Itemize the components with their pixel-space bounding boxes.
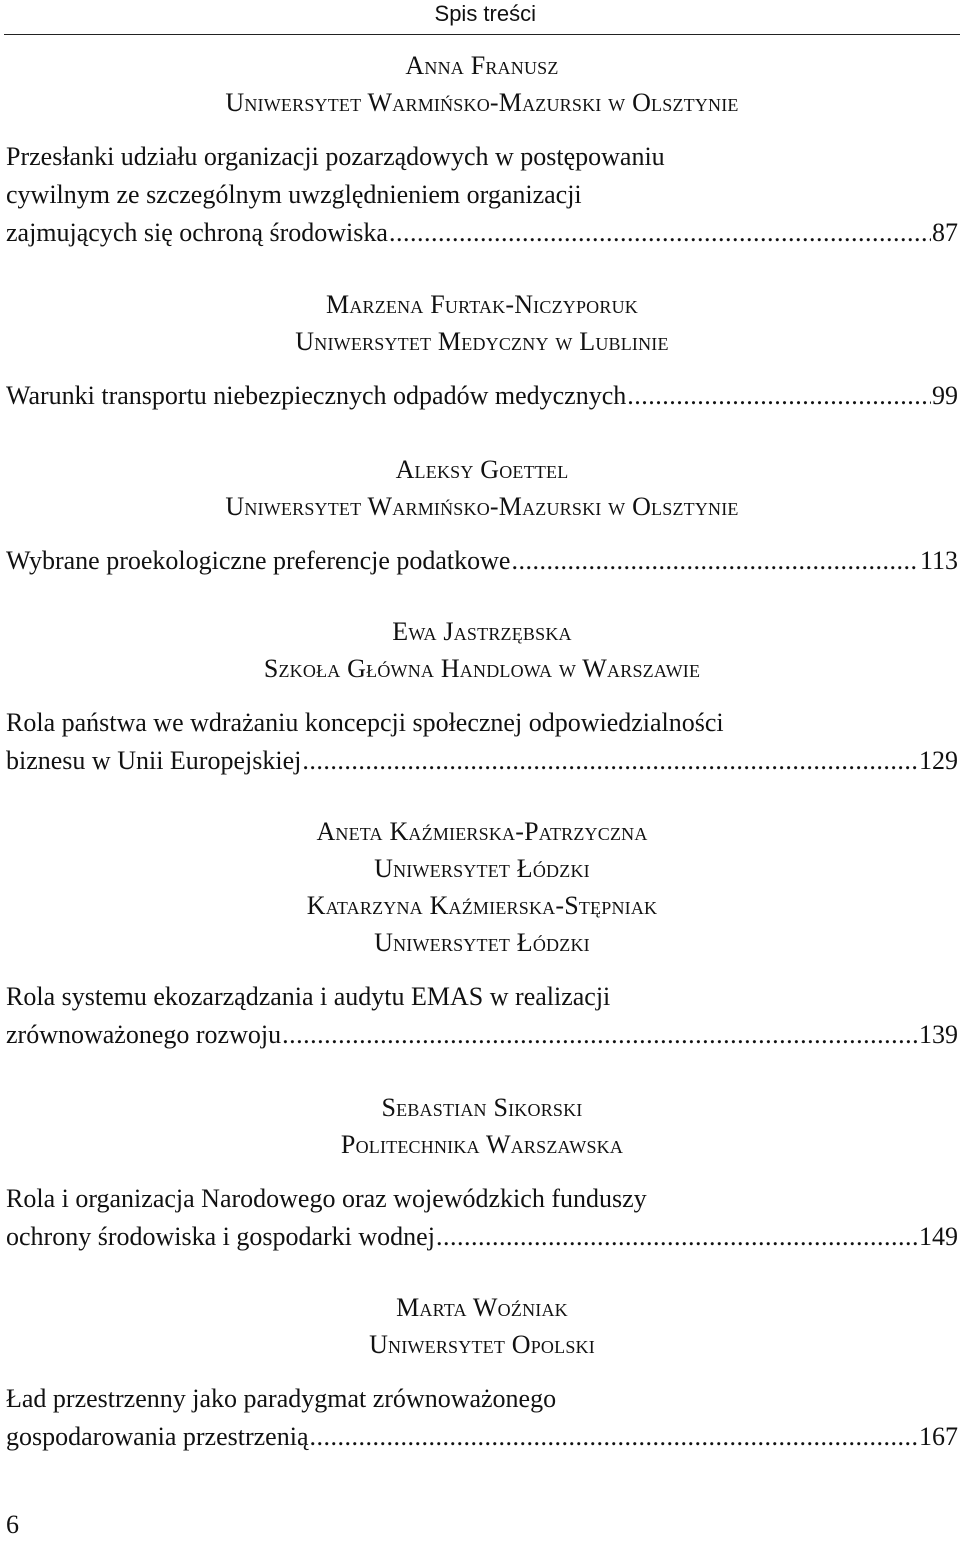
dot-leader (282, 1016, 918, 1054)
page-number: 139 (919, 1020, 958, 1049)
author-name: Marta Woźniak (396, 1293, 568, 1322)
title-last-line: Warunki transportu niebezpiecznych odpadów medycznych (6, 381, 627, 410)
entry-title (6, 542, 958, 580)
dot-leader (627, 377, 931, 415)
author-name: Aneta Kaźmierska-Patrzyczna (316, 817, 648, 846)
toc-entry (6, 47, 958, 252)
title-line: Ład przestrzenny jako paradygmat zrównoważonego (6, 1384, 557, 1413)
page-number: 99 (932, 381, 958, 410)
author-name: Aleksy Goettel (395, 455, 569, 484)
entry-title (6, 978, 958, 1054)
title-last-line: Wybrane proekologiczne preferencje podatkowe (6, 546, 511, 575)
entry-title (6, 704, 958, 780)
title-line: Przesłanki udziału organizacji pozarządowych w postępowaniu (6, 142, 665, 171)
toc-link-line[interactable] (6, 1016, 958, 1054)
entry-title (6, 1380, 958, 1456)
title-line: Rola państwa we wdrażaniu koncepcji społecznej odpowiedzialności (6, 708, 724, 737)
toc-entry (6, 1089, 958, 1256)
author-name: Katarzyna Kaźmierska-Stępniak (306, 891, 658, 920)
author-name: Sebastian Sikorski (381, 1093, 583, 1122)
folio-page-number: 6 (6, 1510, 19, 1539)
author-name: Ewa Jastrzębska (392, 617, 572, 646)
author-name: Anna Franusz (405, 51, 559, 80)
dot-leader (302, 742, 918, 780)
toc-entry (6, 286, 958, 415)
dot-leader (511, 542, 918, 580)
author-affiliation: Uniwersytet Warmińsko-Mazurski w Olsztynie (225, 88, 739, 117)
author-block (6, 613, 958, 687)
author-block (6, 813, 958, 961)
toc-link-line[interactable] (6, 542, 958, 580)
author-block (6, 286, 958, 360)
toc-link-line[interactable] (6, 742, 958, 780)
toc-link-line[interactable] (6, 377, 958, 415)
page-number: 113 (919, 546, 958, 575)
dot-leader (309, 1418, 918, 1456)
title-line: cywilnym ze szczególnym uwzględnieniem organizacji (6, 180, 582, 209)
entry-title (6, 1180, 958, 1256)
author-block (6, 1089, 958, 1163)
title-last-line: biznesu w Unii Europejskiej (6, 746, 302, 775)
author-affiliation: Uniwersytet Łódzki (374, 854, 590, 883)
author-name: Marzena Furtak-Niczyporuk (326, 290, 638, 319)
author-affiliation: Uniwersytet Medyczny w Lublinie (295, 327, 669, 356)
dot-leader (436, 1218, 918, 1256)
entry-title (6, 138, 958, 252)
author-block (6, 451, 958, 525)
title-last-line: zrównoważonego rozwoju (6, 1020, 282, 1049)
title-last-line: gospodarowania przestrzenią (6, 1422, 309, 1451)
author-affiliation: Politechnika Warszawska (340, 1130, 624, 1159)
title-line: Rola i organizacja Narodowego oraz wojewódzkich funduszy (6, 1184, 647, 1213)
dot-leader (389, 214, 931, 252)
author-block (6, 47, 958, 121)
author-block (6, 1289, 958, 1363)
page-number: 87 (932, 218, 958, 247)
toc-entry (6, 613, 958, 780)
page-number: 167 (919, 1422, 958, 1451)
header-rule (4, 34, 960, 35)
toc-entry (6, 1289, 958, 1456)
toc-link-line[interactable] (6, 1218, 958, 1256)
title-last-line: zajmujących się ochroną środowiska (6, 218, 388, 247)
author-affiliation: Szkoła Główna Handlowa w Warszawie (263, 654, 701, 683)
page-number: 129 (919, 746, 958, 775)
toc-link-line[interactable] (6, 1418, 958, 1456)
title-last-line: ochrony środowiska i gospodarki wodnej (6, 1222, 435, 1251)
toc-entry (6, 813, 958, 1054)
page-number: 149 (919, 1222, 958, 1251)
toc-link-line[interactable] (6, 214, 958, 252)
author-affiliation: Uniwersytet Opolski (369, 1330, 595, 1359)
author-affiliation: Uniwersytet Warmińsko-Mazurski w Olsztynie (225, 492, 739, 521)
title-line: Rola systemu ekozarządzania i audytu EMAS w realizacji (6, 982, 611, 1011)
entry-title (6, 377, 958, 415)
toc-entry (6, 451, 958, 580)
running-head-title: Spis treści (434, 1, 536, 26)
author-affiliation: Uniwersytet Łódzki (374, 928, 590, 957)
